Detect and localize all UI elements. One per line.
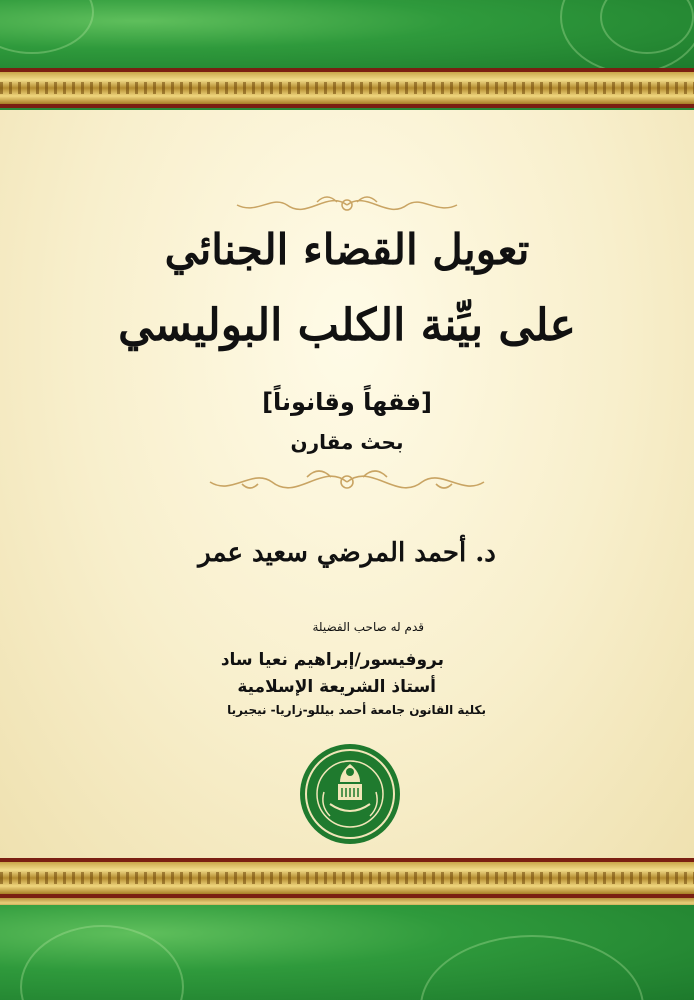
publisher-seal-logo	[298, 742, 402, 846]
subtitle-comparative: بحث مقارن	[290, 430, 404, 454]
top-green-border	[0, 0, 694, 70]
professor-name: بروفيسور/إبراهيم نعيا ساد	[220, 650, 444, 670]
top-ornament	[227, 190, 467, 220]
bottom-green-border	[0, 905, 694, 1000]
professor-title: أستاذ الشريعة الإسلامية	[237, 677, 436, 697]
middle-ornament	[202, 462, 492, 502]
title-line-1: تعويل القضاء الجنائي	[164, 225, 530, 274]
faculty-line: بكلية القانون جامعة أحمد بيللو-زاريا- نيجيريا	[227, 703, 486, 717]
top-gold-band	[0, 68, 694, 108]
preface-label: قدم له صاحب الفضيلة	[312, 620, 424, 634]
author-name: د. أحمد المرضي سعيد عمر	[198, 538, 496, 568]
subtitle: [فقهاً وقانوناً]	[262, 388, 432, 416]
bottom-gold-band	[0, 858, 694, 898]
title-line-2: على بيِّنة الكلب البوليسي	[118, 300, 576, 351]
